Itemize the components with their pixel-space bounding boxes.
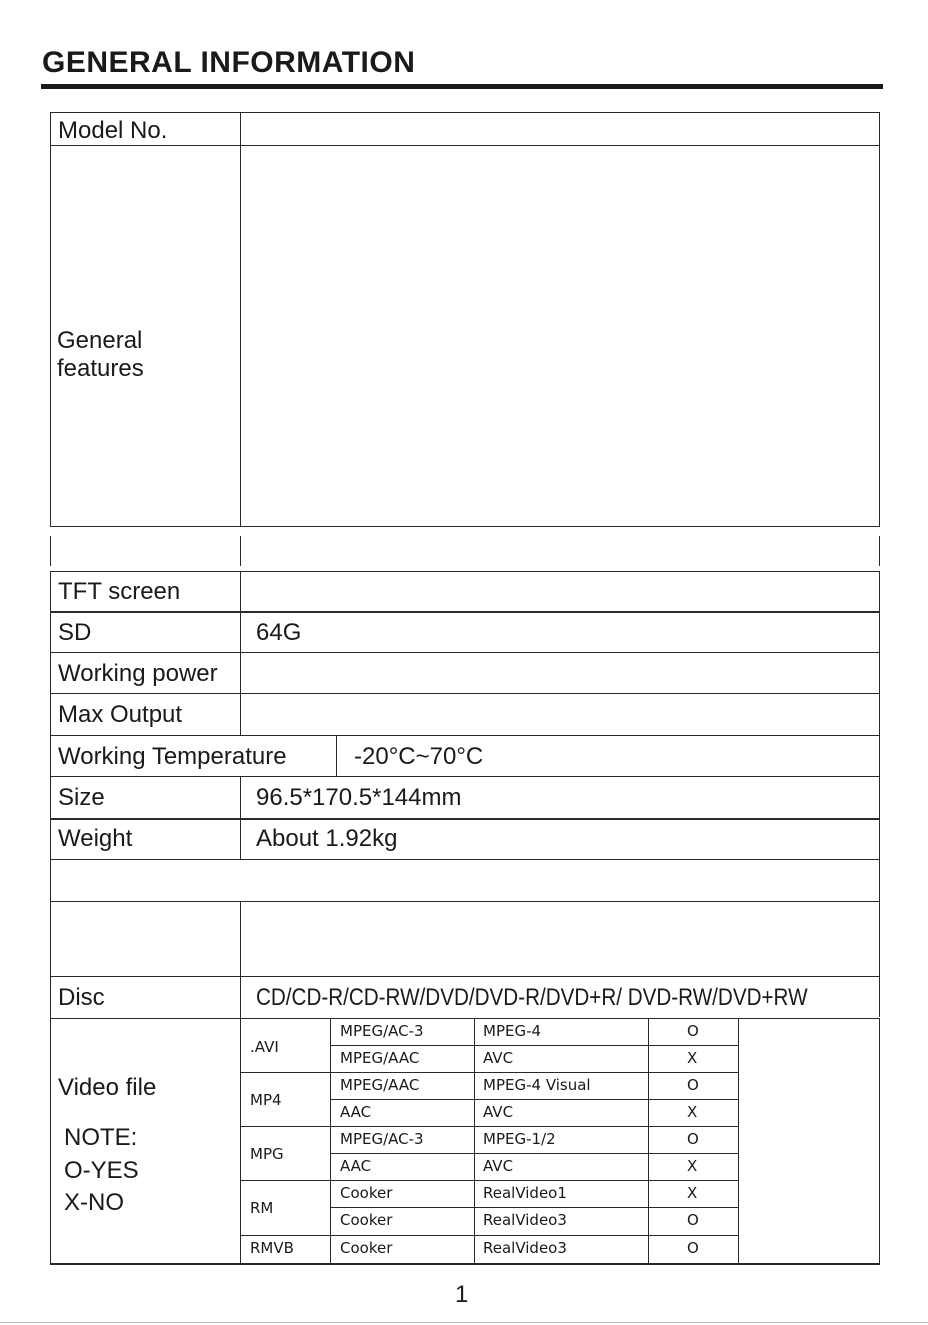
support-flag: O: [687, 1130, 699, 1148]
weight-label: Weight: [58, 825, 133, 852]
video-codec: RealVideo3: [483, 1211, 567, 1229]
support-flag: X: [687, 1103, 698, 1121]
audio-codec: MPEG/AAC: [340, 1049, 420, 1067]
support-flag: O: [687, 1022, 699, 1040]
format-ext: MP4: [250, 1091, 282, 1109]
video-codec: AVC: [483, 1049, 514, 1067]
page-bottom-edge: [0, 1322, 928, 1323]
audio-codec: Cooker: [340, 1184, 393, 1202]
format-ext: RMVB: [250, 1239, 294, 1257]
video-codec: MPEG-4: [483, 1022, 542, 1040]
support-flag: X: [687, 1184, 698, 1202]
audio-codec: MPEG/AC-3: [340, 1022, 424, 1040]
disc-label: Disc: [58, 984, 105, 1011]
model-no-label: Model No.: [58, 117, 168, 144]
title-underline: [41, 84, 883, 89]
video-codec: MPEG-1/2: [483, 1130, 556, 1148]
support-flag: X: [687, 1049, 698, 1067]
format-ext: MPG: [250, 1145, 284, 1163]
video-codec: RealVideo3: [483, 1239, 567, 1257]
audio-codec: Cooker: [340, 1211, 393, 1229]
audio-codec: MPEG/AC-3: [340, 1130, 424, 1148]
note-no: X-NO: [64, 1189, 124, 1216]
format-ext: .AVI: [250, 1038, 279, 1056]
max-output-label: Max Output: [58, 701, 183, 728]
video-codec: AVC: [483, 1157, 514, 1175]
audio-codec: MPEG/AAC: [340, 1076, 420, 1094]
video-codec: MPEG-4 Visual: [483, 1076, 591, 1094]
support-flag: O: [687, 1239, 699, 1257]
size-label: Size: [58, 784, 105, 811]
audio-codec: AAC: [340, 1103, 372, 1121]
page-title: GENERAL INFORMATION: [42, 46, 416, 79]
support-flag: O: [687, 1211, 699, 1229]
sd-value: 64G: [256, 619, 302, 646]
tft-screen-label: TFT screen: [58, 578, 181, 605]
note-heading: NOTE:: [64, 1124, 138, 1151]
audio-codec: Cooker: [340, 1239, 393, 1257]
support-flag: O: [687, 1076, 699, 1094]
weight-value: About 1.92kg: [256, 825, 398, 852]
video-codec: RealVideo1: [483, 1184, 567, 1202]
note-yes: O-YES: [64, 1157, 139, 1184]
support-flag: X: [687, 1157, 698, 1175]
format-ext: RM: [250, 1199, 274, 1217]
size-value: 96.5*170.5*144mm: [256, 784, 462, 811]
working-power-label: Working power: [58, 660, 218, 687]
audio-codec: AAC: [340, 1157, 372, 1175]
sd-label: SD: [58, 619, 92, 646]
general-features-label: General features: [57, 327, 144, 382]
working-temperature-value: -20°C~70°C: [354, 743, 484, 770]
video-file-label: Video file: [58, 1074, 157, 1101]
working-temperature-label: Working Temperature: [58, 743, 287, 770]
page-number: 1: [455, 1281, 469, 1308]
disc-value: CD/CD-R/CD-RW/DVD/DVD-R/DVD+R/ DVD-RW/DVD+RW: [256, 984, 808, 1011]
video-codec: AVC: [483, 1103, 514, 1121]
